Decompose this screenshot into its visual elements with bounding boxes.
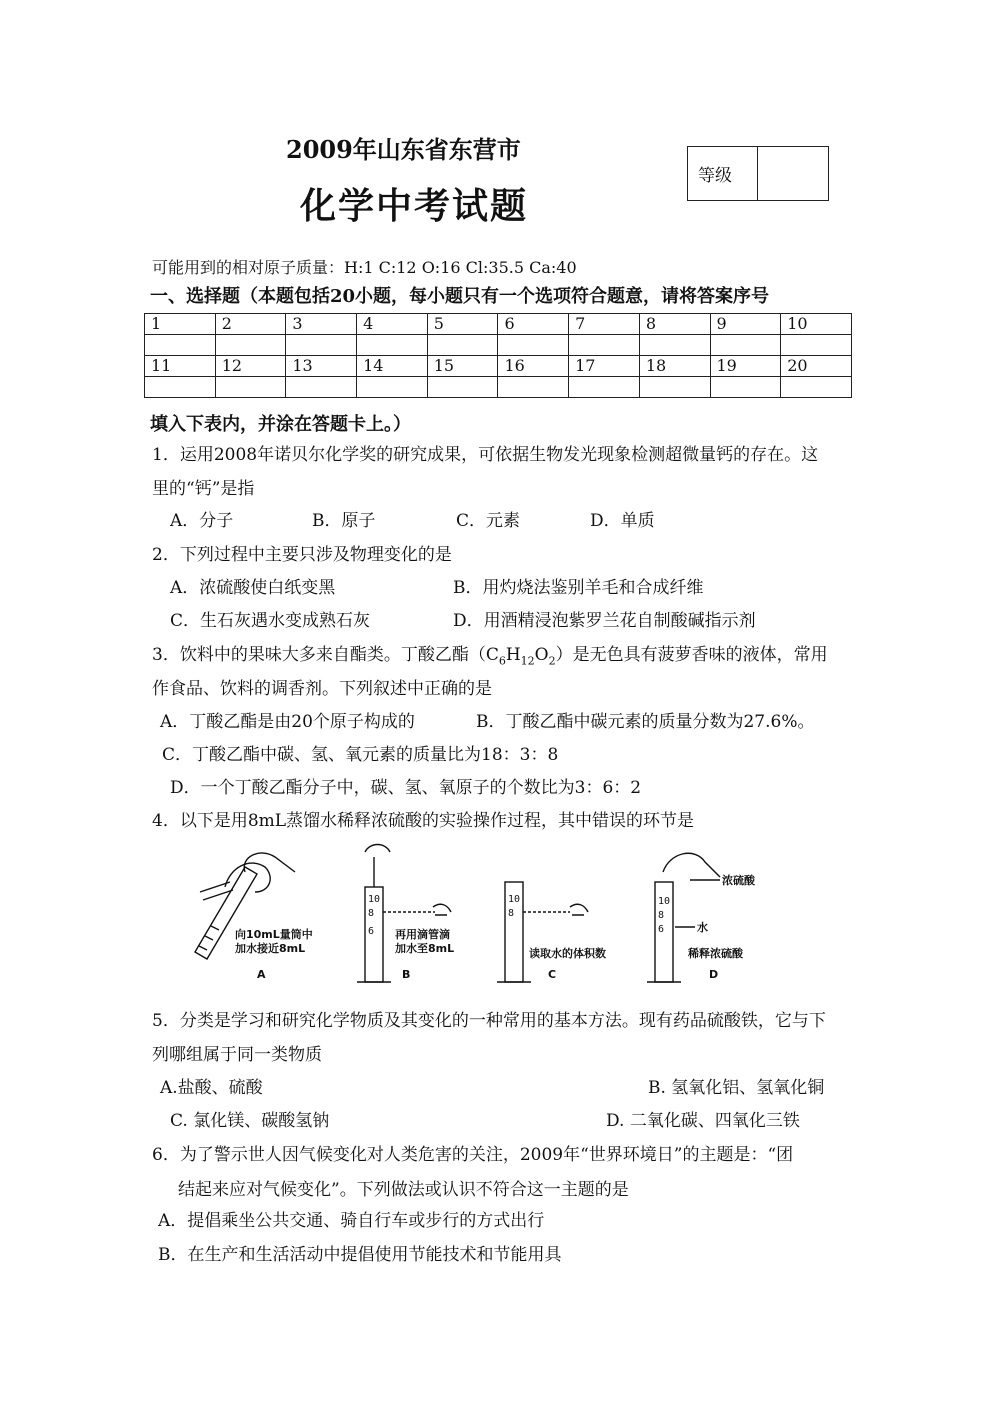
answer-number: 15	[427, 356, 498, 377]
tick: 8	[368, 908, 375, 919]
q3-option-b: B．丁酸乙酯中碳元素的质量分数为27.6%。	[476, 712, 815, 732]
answer-table-blank-row	[145, 335, 852, 356]
answer-cell[interactable]	[639, 377, 710, 398]
answer-table	[144, 313, 852, 398]
answer-cell[interactable]	[357, 335, 428, 356]
q5-stem-line1: 5．分类是学习和研究化学物质及其变化的一种常用的基本方法。现有药品硫酸铁，它与下	[152, 1011, 826, 1031]
grade-box	[687, 146, 829, 201]
q3-formula-sub-o: 2	[548, 654, 556, 668]
q1-option-d: D．单质	[590, 511, 655, 531]
answer-cell[interactable]	[145, 377, 216, 398]
fig-c-caption: 读取水的体积数	[529, 947, 606, 960]
q3-formula-sub-c: 6	[498, 654, 506, 668]
answer-number: 16	[498, 356, 569, 377]
answer-number: 18	[639, 356, 710, 377]
section1-heading: 一、选择题（本题包括20小题，每小题只有一个选项符合题意，请将答案序号	[150, 286, 770, 307]
q5-option-a: A.盐酸、硫酸	[160, 1078, 263, 1098]
tick: 10	[368, 894, 381, 905]
fig-a-caption: 向10mL量筒中	[235, 928, 313, 941]
q4-experiment-figure	[185, 842, 805, 992]
atomic-masses: 可能用到的相对原子质量：H:1 C:12 O:16 Cl:35.5 Ca:40	[152, 258, 577, 277]
answer-number: 13	[286, 356, 357, 377]
answer-table-blank-row	[145, 377, 852, 398]
q2-option-c: C．生石灰遇水变成熟石灰	[170, 611, 371, 631]
answer-table-number-row	[145, 314, 852, 335]
q1-stem-line1: 1．运用2008年诺贝尔化学奖的研究成果，可依据生物发光现象检测超微量钙的存在。这	[152, 445, 819, 465]
q2-stem: 2．下列过程中主要只涉及物理变化的是	[152, 545, 452, 565]
tick: 8	[658, 910, 665, 921]
q1-stem-line2: 里的“钙”是指	[152, 479, 255, 499]
q1-option-a: A．分子	[170, 511, 234, 531]
q2-option-a: A．浓硫酸使白纸变黑	[170, 578, 336, 598]
answer-cell[interactable]	[286, 335, 357, 356]
q3-stem-post: ）是无色具有菠萝香味的液体，常用	[555, 645, 828, 665]
fig-d-water-label: 水	[697, 921, 708, 934]
q2-option-d: D．用酒精浸泡紫罗兰花自制酸碱指示剂	[453, 611, 756, 631]
answer-number: 11	[145, 356, 216, 377]
q2-option-b: B．用灼烧法鉴别羊毛和合成纤维	[453, 578, 704, 598]
answer-cell[interactable]	[781, 335, 852, 356]
fig-label-a: A	[257, 968, 266, 981]
tick: 8	[508, 908, 515, 919]
fig-b-caption: 再用滴管滴	[395, 928, 450, 941]
answer-cell[interactable]	[427, 377, 498, 398]
q5-option-c: C. 氯化镁、碳酸氢钠	[170, 1111, 330, 1131]
fig-label-d: D	[709, 968, 719, 981]
q5-option-b: B. 氢氧化铝、氢氧化铜	[648, 1078, 825, 1098]
q5-stem-line2: 列哪组属于同一类物质	[152, 1045, 322, 1065]
answer-cell[interactable]	[569, 377, 640, 398]
answer-cell[interactable]	[639, 335, 710, 356]
tick: 6	[658, 924, 665, 935]
grade-input-cell[interactable]	[758, 147, 828, 200]
answer-table-number-row	[145, 356, 852, 377]
q4-stem: 4．以下是用8mL蒸馏水稀释浓硫酸的实验操作过程，其中错误的环节是	[152, 811, 695, 831]
answer-cell[interactable]	[145, 335, 216, 356]
q6-option-b: B．在生产和生活活动中提倡使用节能技术和节能用具	[158, 1245, 562, 1265]
answer-cell[interactable]	[710, 335, 781, 356]
q5-option-d: D. 二氧化碳、四氧化三铁	[606, 1111, 800, 1131]
fig-label-b: B	[402, 968, 411, 981]
answer-cell[interactable]	[215, 335, 286, 356]
answer-number: 8	[639, 314, 710, 335]
answer-number: 19	[710, 356, 781, 377]
exam-title-line1: 2009年山东省东营市	[286, 135, 521, 164]
q1-option-b: B．原子	[312, 511, 376, 531]
answer-number: 17	[569, 356, 640, 377]
fig-d-caption: 稀释浓硫酸	[688, 947, 743, 960]
answer-cell[interactable]	[781, 377, 852, 398]
answer-cell[interactable]	[286, 377, 357, 398]
answer-number: 3	[286, 314, 357, 335]
answer-number: 12	[215, 356, 286, 377]
answer-number: 9	[710, 314, 781, 335]
answer-cell[interactable]	[498, 377, 569, 398]
exam-title-line2: 化学中考试题	[300, 185, 529, 227]
answer-number: 10	[781, 314, 852, 335]
q3-formula-h: H	[505, 645, 521, 665]
answer-number: 1	[145, 314, 216, 335]
tick: 10	[508, 894, 521, 905]
q6-stem-line1: 6．为了警示世人因气候变化对人类危害的关注，2009年“世界环境日”的主题是：“团	[152, 1145, 794, 1165]
fig-b-caption: 加水至8mL	[395, 942, 455, 955]
q6-option-a: A．提倡乘坐公共交通、骑自行车或步行的方式出行	[158, 1211, 545, 1231]
q3-stem-line1	[152, 640, 828, 667]
answer-cell[interactable]	[357, 377, 428, 398]
tick: 10	[658, 896, 671, 907]
answer-number: 6	[498, 314, 569, 335]
fig-d-acid-label: 浓硫酸	[722, 874, 755, 887]
answer-number: 7	[569, 314, 640, 335]
answer-cell[interactable]	[498, 335, 569, 356]
answer-cell[interactable]	[569, 335, 640, 356]
q3-stem-pre: 3．饮料中的果味大多来自酯类。丁酸乙酯（C	[152, 645, 499, 665]
answer-number: 2	[215, 314, 286, 335]
answer-number: 14	[357, 356, 428, 377]
answer-number: 4	[357, 314, 428, 335]
answer-cell[interactable]	[427, 335, 498, 356]
q3-stem-line2: 作食品、饮料的调香剂。下列叙述中正确的是	[152, 679, 492, 699]
fig-label-c: C	[548, 968, 557, 981]
q3-option-a: A．丁酸乙酯是由20个原子构成的	[160, 712, 415, 732]
grade-label: 等级	[688, 147, 758, 200]
fig-a-caption: 加水接近8mL	[235, 942, 306, 955]
section1-heading-cont: 填入下表内，并涂在答题卡上。）	[150, 414, 411, 435]
q3-formula-o: O	[534, 645, 549, 665]
answer-number: 20	[781, 356, 852, 377]
q3-option-d: D．一个丁酸乙酯分子中，碳、氢、氧原子的个数比为3：6：2	[170, 778, 642, 798]
q6-stem-line2: 结起来应对气候变化”。下列做法或认识不符合这一主题的是	[178, 1180, 629, 1200]
q3-formula-sub-h: 12	[520, 654, 535, 668]
answer-cell[interactable]	[215, 377, 286, 398]
q3-option-c: C．丁酸乙酯中碳、氢、氧元素的质量比为18：3：8	[162, 745, 559, 765]
answer-cell[interactable]	[710, 377, 781, 398]
tick: 6	[368, 926, 375, 937]
answer-number: 5	[427, 314, 498, 335]
q1-option-c: C．元素	[456, 511, 521, 531]
